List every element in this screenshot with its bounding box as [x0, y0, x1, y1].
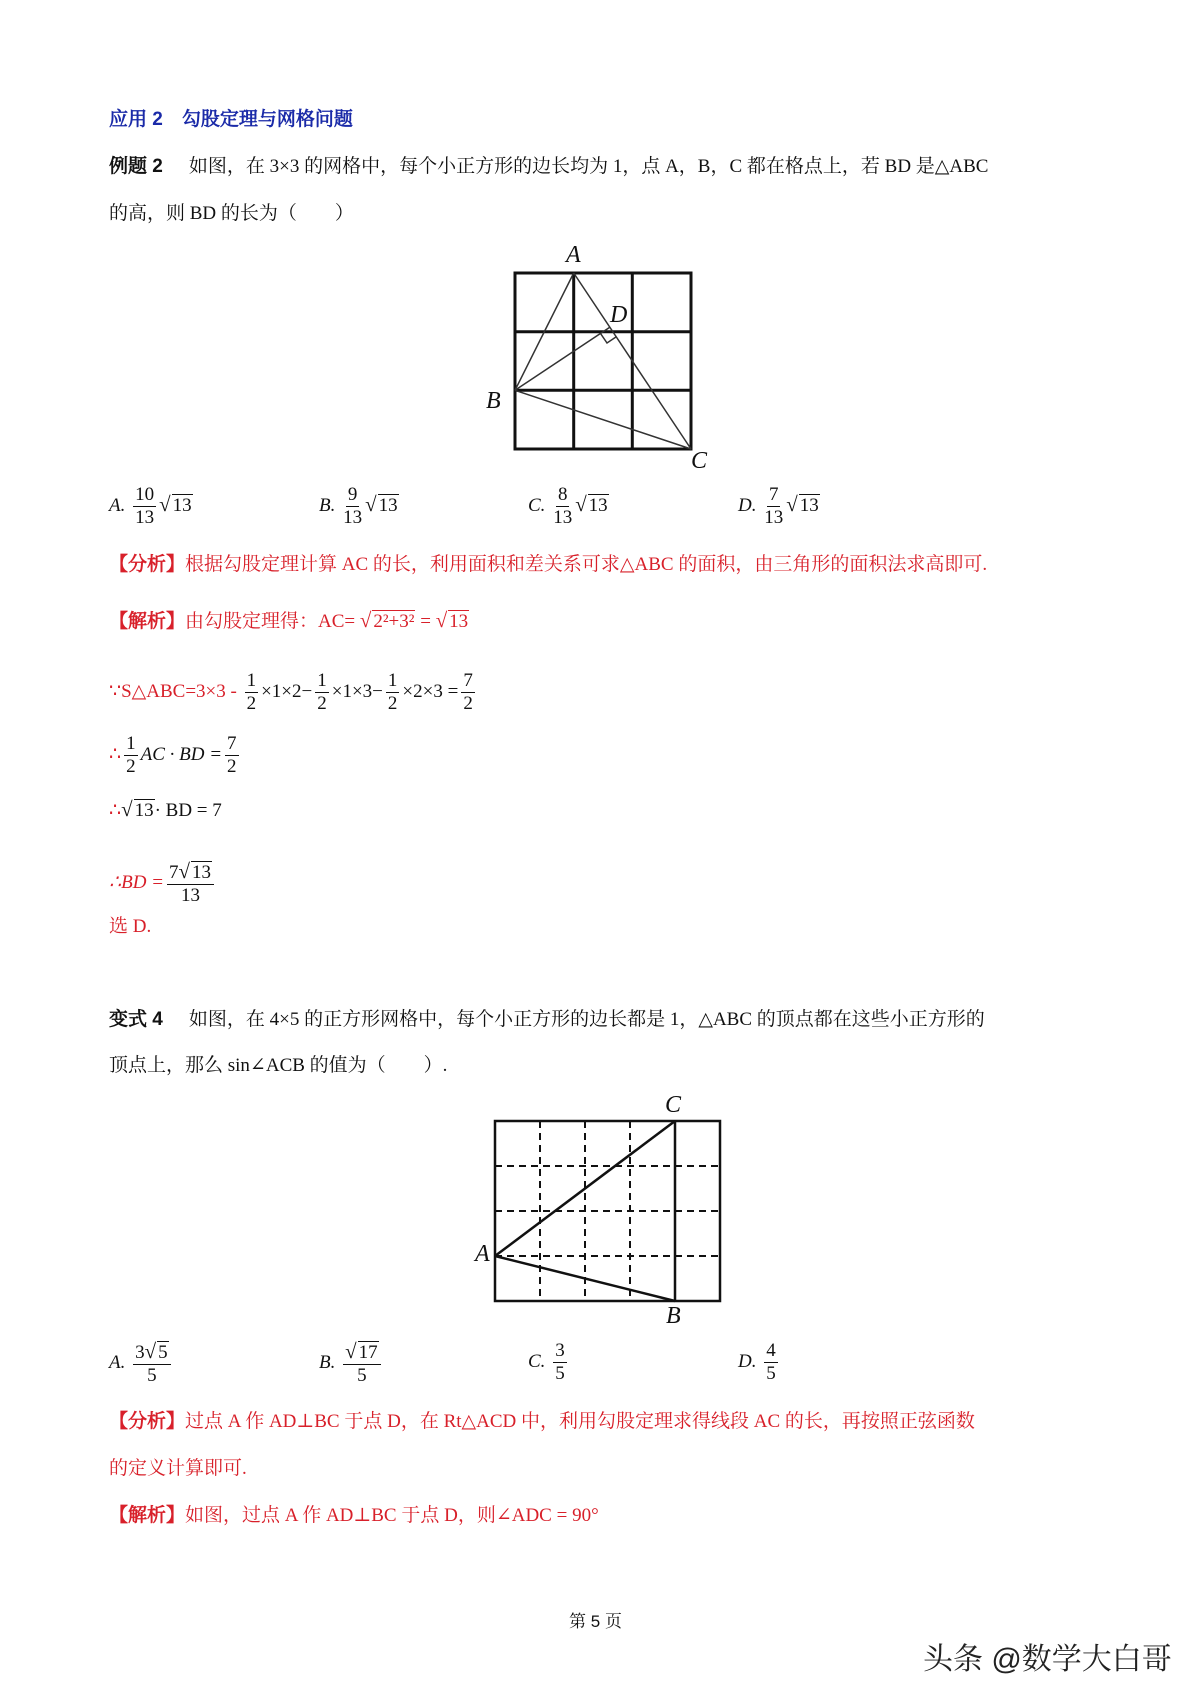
numerator: 1	[317, 670, 327, 691]
grid-3x3-figure	[515, 273, 691, 449]
section-heading: 应用 2 勾股定理与网格问题	[109, 109, 353, 130]
numerator: 1	[246, 670, 257, 691]
numerator: 3	[135, 1342, 145, 1363]
numerator: 10	[135, 484, 155, 505]
analysis-text: 根据勾股定理计算 AC 的长，利用面积和差关系可求△ABC 的面积，由三角形的面积法求高即可.	[185, 554, 988, 575]
numerator: 8	[557, 484, 568, 505]
option-b[interactable]: B. $\frac{9}{13}$ √ 13	[319, 484, 398, 528]
variant4-analysis-line2: 的定义计算即可.	[109, 1458, 247, 1479]
numerator: 3	[555, 1340, 565, 1361]
numerator: 1	[126, 733, 136, 754]
numerator: 7	[169, 862, 179, 883]
variant4-solution	[109, 1504, 599, 1528]
denominator: 5	[357, 1365, 367, 1386]
option-letter: C.	[528, 494, 546, 516]
example2-analysis	[109, 553, 987, 577]
option-letter: A.	[109, 1351, 126, 1373]
step-2	[109, 733, 242, 778]
example2-solution: 【解析】由勾股定理得：AC= √ 2²+3² = √ 13	[109, 608, 469, 632]
point-c-label: C	[691, 448, 708, 474]
radicand: 5	[158, 1342, 168, 1363]
radicand: 13	[134, 800, 154, 821]
example2-tag: 例题 2	[109, 156, 163, 177]
option-letter: C.	[528, 1350, 546, 1372]
point-c-label: C	[665, 1092, 682, 1118]
denominator: 13	[135, 507, 155, 528]
step1-term: ×1×2−	[261, 680, 313, 702]
point-b-label: B	[486, 388, 501, 414]
option-letter: B.	[319, 494, 336, 516]
therefore: ∴	[109, 800, 122, 821]
variant4-line2: 顶点上，那么 sin∠ACB 的值为（ ）.	[109, 1055, 448, 1076]
analysis-text: 过点 A 作 AD⊥BC 于点 D，在 Rt△ACD 中，利用勾股定理求得线段 AC 的长，再按照正弦函数	[185, 1411, 975, 1432]
therefore: ∴	[109, 743, 122, 765]
radicand: 13	[378, 494, 398, 516]
step1-prefix: ∵S△ABC=3×3 -	[109, 680, 237, 702]
option-letter: D.	[738, 1350, 757, 1372]
radicand: 13	[191, 862, 211, 883]
numerator: 7	[768, 484, 779, 505]
grid-4x5-figure	[495, 1121, 720, 1301]
analysis-tag: 【分析】	[109, 1411, 186, 1432]
numerator: 1	[387, 670, 398, 691]
option-c[interactable]: C. $\frac{8}{13}$ √ 13	[528, 484, 608, 528]
answer-choice: 选 D.	[109, 916, 152, 937]
option-letter: A.	[109, 494, 126, 516]
solution-tag: 【解析】	[109, 1505, 186, 1526]
point-b-label: B	[666, 1303, 681, 1329]
step1-term: ×2×3 =	[402, 680, 459, 702]
example2-text: 如图，在 3×3 的网格中，每个小正方形的边长均为 1，点 A，B，C 都在格点上，若 BD 是△ABC	[188, 156, 989, 177]
option-b[interactable]: B. $\frac{√ 17}{5}$	[319, 1340, 384, 1387]
radicand: 17	[358, 1342, 378, 1363]
denominator: 13	[180, 885, 200, 906]
numerator: 4	[766, 1340, 776, 1361]
radicand: 2²+3²	[373, 611, 415, 632]
denominator: 2	[246, 693, 257, 714]
variant4-analysis	[109, 1410, 975, 1434]
step4-prefix: ∴BD =	[109, 871, 164, 893]
denominator: 13	[343, 507, 363, 528]
point-a-label: A	[566, 242, 581, 268]
point-a-label-visible: A	[475, 1241, 490, 1267]
solution-intro: 由勾股定理得：AC=	[185, 611, 356, 632]
option-c[interactable]	[528, 1340, 570, 1385]
denominator: 2	[387, 693, 398, 714]
example2-line1	[109, 155, 988, 179]
option-a[interactable]: A. $\frac{3√ 5}{5}$	[109, 1340, 174, 1387]
option-d[interactable]: D. $\frac{7}{13}$ √ 13	[738, 484, 819, 528]
denominator: 2	[126, 756, 136, 777]
radicand: 13	[172, 494, 192, 516]
step3-expr: · BD = 7	[154, 800, 222, 821]
step1-term: ×1×3−	[331, 680, 383, 702]
denominator: 13	[764, 507, 784, 528]
option-letter: B.	[319, 1351, 336, 1373]
analysis-tag: 【分析】	[109, 554, 186, 575]
option-a[interactable]: A. $\frac{10}{13}$ √ 13	[109, 484, 192, 528]
denominator: 5	[766, 1363, 776, 1384]
radicand: 13	[449, 611, 469, 632]
denominator: 2	[463, 693, 473, 714]
denominator: 5	[147, 1365, 157, 1386]
point-d-label: D	[610, 302, 628, 328]
watermark: 头条 @数学大白哥	[923, 1643, 1172, 1676]
denominator: 2	[227, 756, 237, 777]
equals: =	[420, 611, 431, 632]
variant4-tag: 变式 4	[109, 1009, 163, 1030]
step-1	[109, 670, 478, 715]
variant4-line1	[109, 1008, 985, 1032]
denominator: 13	[553, 507, 573, 528]
numerator: 9	[347, 484, 358, 505]
denominator: 2	[317, 693, 327, 714]
page-number: 第 5 页	[569, 1612, 622, 1631]
step-3: ∴√ 13· BD = 7	[109, 797, 222, 821]
option-letter: D.	[738, 494, 757, 516]
solution-text: 如图，过点 A 作 AD⊥BC 于点 D，则∠ADC = 90°	[185, 1505, 599, 1526]
variant4-text: 如图，在 4×5 的正方形网格中，每个小正方形的边长都是 1，△ABC 的顶点都在这些小正方形的	[188, 1009, 985, 1030]
option-d[interactable]	[738, 1340, 781, 1385]
solution-tag: 【解析】	[109, 611, 186, 632]
example2-line2: 的高，则 BD 的长为（ ）	[109, 203, 354, 224]
numerator: 7	[227, 733, 237, 754]
step2-expr: AC · BD =	[140, 743, 223, 765]
step-4: ∴BD = $\frac{7√ 13}{13}$	[109, 860, 217, 907]
denominator: 5	[555, 1363, 565, 1384]
radicand: 13	[799, 494, 819, 516]
numerator: 7	[463, 670, 473, 691]
radicand: 13	[588, 494, 608, 516]
